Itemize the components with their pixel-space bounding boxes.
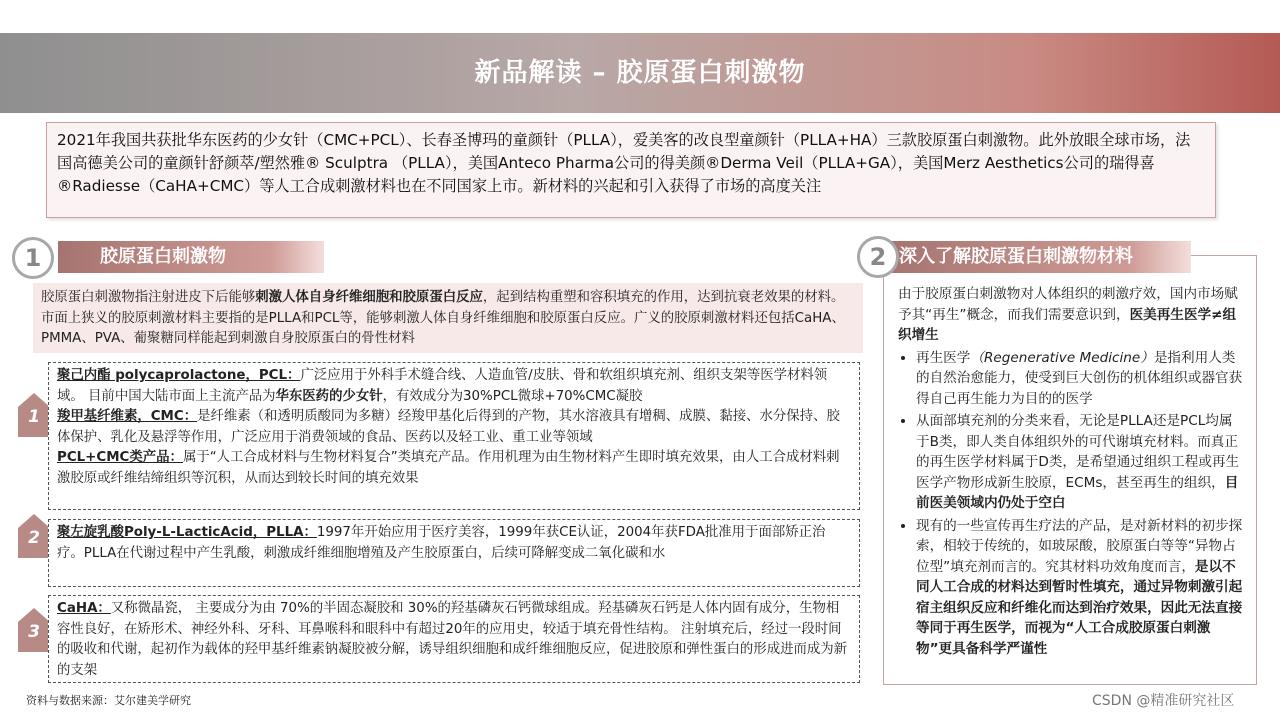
caha-box: CaHA：又称微晶瓷， 主要成分为由 70%的半固态凝胶和 30%的羟基磷灰石钙微球组成。羟基磷灰石钙是人体内固有成分，生物相容性良好，在矫形术、神经外科、牙科、耳鼻喉科和眼科中有超过20年的应用史，较适于填充骨性结构。 注射填充后，经过一段时间的吸收和代谢，起初作为载体的羟甲基纤维素钠凝胶被分解，诱导组织细胞和成纤维细胞反应，促进胶原和弹性蛋白的形成进而成为新的支架 [48, 595, 860, 683]
pcl-cmc-paragraph: PCL+CMC类产品：属于“人工合成材料与生物材料复合”类填充产品。作用机理为由生物材料产生即时填充效果，由人工合成材料刺激胶原或纤维结缔组织等沉积，从而达到较长时间的填充效果 [57, 450, 840, 486]
source-note: 资料与数据来源：艾尔建美学研究 [26, 694, 191, 707]
bullet-filler-classification: • 从面部填充剂的分类来看，无论是PLLA还是PCL均属于B类，即人类自体组织外的可代谢填充材料。而真正的再生医学材料属于D类，是希望通过组织工程或再生医学产物形成新生胶原，ECMs，甚至再生的组织，目前医美领域内仍处于空白 [916, 411, 1246, 514]
regenerative-medicine-panel [883, 255, 1257, 685]
pcl-paragraph: 聚己内酯 polycaprolactone，PCL：广泛应用于外科手术缝合线、人造血管/皮肤、骨和软组织填充剂、组织支架等医学材料领域。 目前中国大陆市面上主流产品为华东医药的少女针，有效成分为30%PCL微球+70%CMC凝胶 [57, 368, 828, 404]
watermark: CSDN @精准研究社区 [1092, 693, 1235, 709]
tag-3: 3 [18, 608, 50, 652]
section-1-title: 胶原蛋白刺激物 [58, 241, 324, 273]
section-2-title: 深入了解胶原蛋白刺激物材料 [885, 241, 1191, 273]
right-bullet-list [898, 348, 1246, 660]
cmc-paragraph: 羧甲基纤维素，CMC：是纤维素（和透明质酸同为多糖）经羧甲基化后得到的产物，其水溶液具有增稠、成膜、黏接、水分保持、胶体保护、乳化及悬浮等作用，广泛应用于消费领域的食品、医药以及轻工业、重工业等领域 [57, 409, 840, 445]
section-2-number: 2 [857, 236, 899, 278]
section-1-number: 1 [12, 237, 54, 279]
title-banner [0, 33, 1280, 113]
tag-1: 1 [18, 393, 50, 437]
desc-text-a: 胶原蛋白刺激物指注射进皮下后能够 [41, 290, 256, 305]
plla-box: 聚左旋乳酸Poly-L-LacticAcid，PLLA：1997年开始应用于医疗美容，1999年获CE认证，2004年获FDA批准用于面部矫正治疗。PLLA在代谢过程中产生乳酸，刺激成纤维细胞增殖及产生胶原蛋白，后续可降解变成二氧化碳和水 [48, 519, 860, 587]
intro-box: 2021年我国共获批华东医药的少女针（CMC+PCL）、长春圣博玛的童颜针（PLLA），爱美客的改良型童颜针（PLLA+HA）三款胶原蛋白刺激物。此外放眼全球市场，法国高德美公司的童颜针舒颜萃/塑然雅® Sculptra （PLLA），美国Anteco Pharma公司的得美颜®Derma Veil（PLLA+GA），美国Merz Aesthetics公司的瑞得喜®Radiesse（CaHA+CMC）等人工合成刺激材料也在不同国家上市。新材料的兴起和引入获得了市场的高度关注 [46, 122, 1216, 218]
right-intro: 由于胶原蛋白刺激物对人体组织的刺激疗效，国内市场赋予其“再生”概念，而我们需要意识到，医美再生医学≠组织增生 [898, 286, 1238, 343]
bullet-regenerative-medicine: • 再生医学（Regenerative Medicine）是指利用人类的自然治愈能力，使受到巨大创伤的机体组织或器官获得自己再生能力为目的的医学 [916, 348, 1246, 410]
desc-text-b: ，起到结构重塑和容积填充的作用，达到抗衰老效果的材料。市面上狭义的胶原刺激材料主要指的是PLLA和PCL等，能够刺激人体自身纤维细胞和胶原蛋白反应。广义的胶原刺激材料还包括CaHA、PMMA、PVA、葡聚糖同样能起到刺激自身胶原蛋白的骨性材料 [41, 290, 845, 346]
page-title: 新品解读 – 胶原蛋白刺激物 [474, 58, 806, 88]
desc-text-bold: 刺激人体自身纤维细胞和胶原蛋白反应 [255, 290, 483, 305]
pcl-cmc-box [48, 362, 860, 510]
bullet-existing-products: • 现有的一些宣传再生疗法的产品，是对新材料的初步探索，相较于传统的，如玻尿酸，胶原蛋白等等“异物占位型”填充剂而言的。究其材料功效角度而言，是以不同人工合成的材料达到暂时性填充，通过异物刺激引起宿主组织反应和纤维化而达到治疗效果，因此无法直接等同于再生医学，而视为“人工合成胶原蛋白刺激物”更具备科学严谨性 [916, 516, 1246, 660]
tag-2: 2 [18, 514, 50, 558]
collagen-stimulator-description [33, 283, 863, 353]
